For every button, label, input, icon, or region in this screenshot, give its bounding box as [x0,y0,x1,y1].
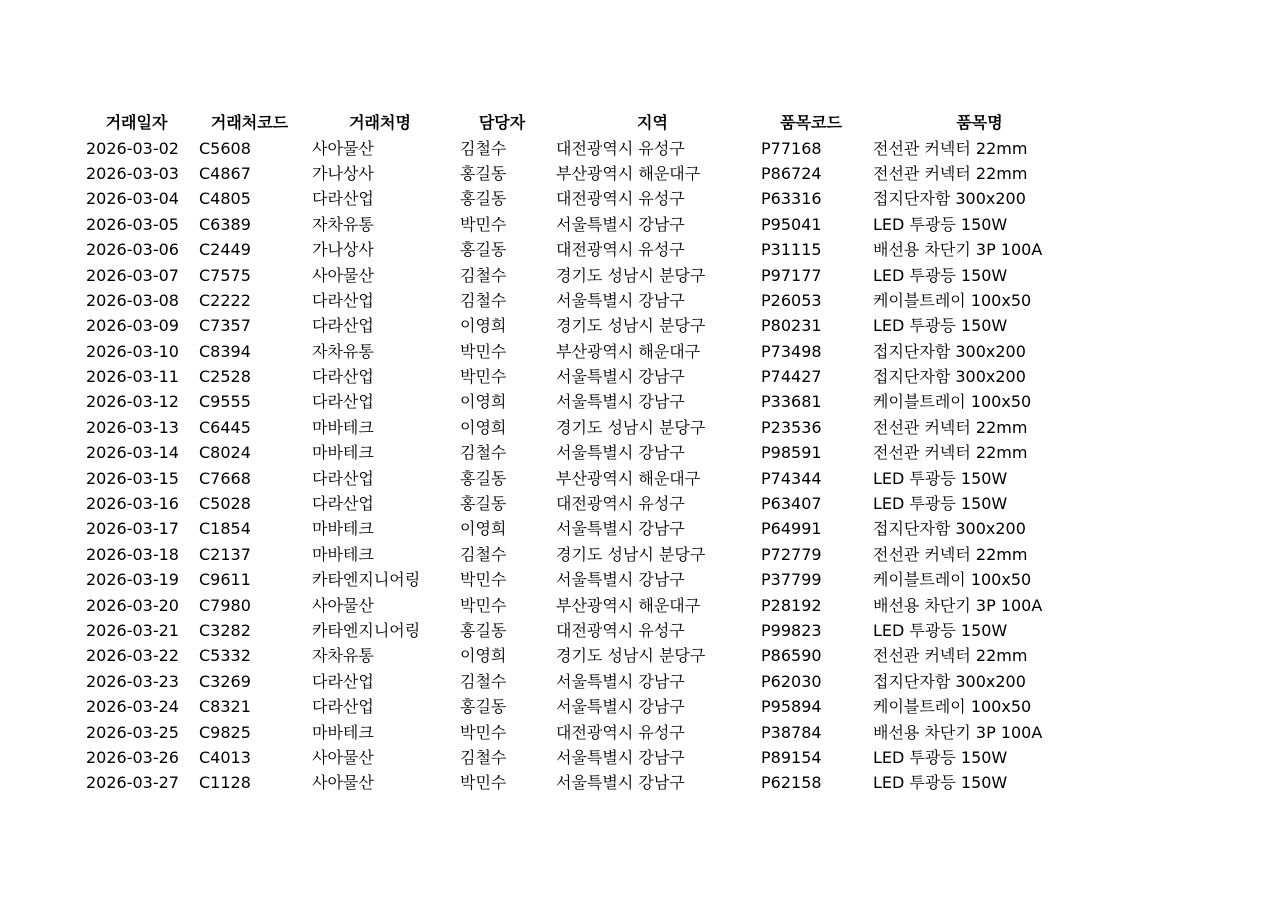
date-cell: 2026-03-05 [86,214,179,234]
date-cell: 2026-03-20 [86,595,179,615]
table-row [80,212,1092,237]
client-code-cell: C5332 [199,646,251,666]
table-row [80,770,1092,795]
manager-cell: 박민수 [460,570,507,590]
client-code-cell: C6445 [199,417,251,437]
item-code-cell: P64991 [761,519,822,539]
item-name-cell: 케이블트레이 100x50 [873,290,1032,310]
client-code-cell: C1128 [199,773,251,793]
table-row [80,669,1092,694]
region-cell: 경기도 성남시 분당구 [556,417,706,437]
manager-cell: 박민수 [460,214,507,234]
table-row [80,618,1092,643]
client-code-cell: C5028 [199,494,251,514]
region-cell: 서울특별시 강남구 [556,747,685,767]
item-code-cell: P74344 [761,468,822,488]
client-name-cell: 마바테크 [312,417,374,437]
client-code-cell: C3269 [199,671,251,691]
item-name-cell: LED 투광등 150W [873,265,1008,285]
table-row [80,643,1092,668]
item-name-cell: 전선관 커넥터 22mm [873,646,1028,666]
manager-cell: 이영희 [460,316,507,336]
item-name-cell: LED 투광등 150W [873,773,1008,793]
client-name-cell: 사아물산 [312,747,374,767]
item-code-cell: P37799 [761,570,822,590]
item-code-cell: P89154 [761,747,822,767]
region-header: 지역 [637,113,668,133]
date-cell: 2026-03-13 [86,417,179,437]
region-cell: 서울특별시 강남구 [556,443,685,463]
item-code-cell: P74427 [761,367,822,387]
date-cell: 2026-03-03 [86,163,179,183]
date-cell: 2026-03-07 [86,265,179,285]
date-header: 거래일자 [105,113,168,133]
client-name-cell: 가나상사 [312,163,374,183]
item-code-cell: P23536 [761,417,822,437]
client-name-cell: 카타엔지니어링 [312,570,421,590]
manager-cell: 홍길동 [460,494,507,514]
region-cell: 경기도 성남시 분당구 [556,544,706,564]
region-cell: 서울특별시 강남구 [556,697,685,717]
client-name-cell: 다라산업 [312,697,374,717]
region-cell: 부산광역시 해운대구 [556,341,701,361]
manager-cell: 홍길동 [460,621,507,640]
date-cell: 2026-03-24 [86,697,179,717]
client-name-cell: 자차유통 [312,341,374,361]
date-cell: 2026-03-17 [86,519,179,539]
item-name-cell: 전선관 커넥터 22mm [873,443,1028,463]
region-cell: 서울특별시 강남구 [556,367,685,387]
manager-header: 담당자 [478,113,526,133]
manager-cell: 홍길동 [460,189,507,209]
date-cell: 2026-03-26 [86,747,179,767]
region-cell: 부산광역시 해운대구 [556,595,701,615]
item-name-header: 품목명 [956,113,1003,133]
table-row [80,389,1092,414]
item-name-cell: LED 투광등 150W [873,494,1008,514]
client-name-cell: 자차유통 [312,214,374,234]
item-name-cell: 접지단자함 300x200 [873,519,1026,539]
date-cell: 2026-03-27 [86,773,179,793]
region-cell: 서울특별시 강남구 [556,671,685,691]
item-name-cell: 배선용 차단기 3P 100A [873,722,1043,742]
date-cell: 2026-03-02 [86,138,179,158]
item-code-cell: P95041 [761,214,822,234]
item-code-cell: P33681 [761,392,822,412]
item-code-cell: P99823 [761,621,822,640]
date-cell: 2026-03-18 [86,544,179,564]
item-name-cell: LED 투광등 150W [873,214,1008,234]
manager-cell: 김철수 [460,443,507,463]
table-row [80,440,1092,465]
region-cell: 부산광역시 해운대구 [556,163,701,183]
client-name-cell: 다라산업 [312,671,374,691]
client-code-cell: C7575 [199,265,251,285]
transaction-table [80,110,1092,796]
date-cell: 2026-03-10 [86,341,179,361]
table-row [80,364,1092,389]
manager-cell: 홍길동 [460,163,507,183]
client-name-cell: 사아물산 [312,138,374,158]
item-code-cell: P97177 [761,265,822,285]
manager-cell: 김철수 [460,138,507,158]
date-cell: 2026-03-12 [86,392,179,412]
client-code-cell: C7668 [199,468,251,488]
item-code-cell: P63407 [761,494,822,514]
client-name-cell: 다라산업 [312,468,374,488]
item-name-cell: LED 투광등 150W [873,621,1008,640]
date-cell: 2026-03-25 [86,722,179,742]
manager-cell: 박민수 [460,341,507,361]
client-name-cell: 다라산업 [312,494,374,514]
item-code-cell: P28192 [761,595,822,615]
region-cell: 대전광역시 유성구 [556,240,685,260]
manager-cell: 홍길동 [460,697,507,717]
manager-cell: 이영희 [460,392,507,412]
client-name-cell: 마바테크 [312,544,374,564]
region-cell: 경기도 성남시 분당구 [556,265,706,285]
table-row [80,262,1092,287]
manager-cell: 김철수 [460,265,507,285]
region-cell: 서울특별시 강남구 [556,519,685,539]
client-code-cell: C7357 [199,316,251,336]
region-cell: 대전광역시 유성구 [556,189,685,209]
item-code-header: 품목코드 [780,113,842,133]
client-name-cell: 다라산업 [312,290,374,310]
item-code-cell: P86724 [761,163,822,183]
client-name-cell: 가나상사 [312,240,374,260]
manager-cell: 김철수 [460,747,507,767]
client-code-cell: C5608 [199,138,251,158]
region-cell: 서울특별시 강남구 [556,392,685,412]
manager-cell: 이영희 [460,417,507,437]
item-code-cell: P62158 [761,773,822,793]
table-header [80,110,1092,135]
item-code-cell: P26053 [761,290,822,310]
manager-cell: 박민수 [460,773,507,793]
client-name-cell: 자차유통 [312,646,374,666]
region-cell: 경기도 성남시 분당구 [556,316,706,336]
table-body [80,135,1092,795]
table-row [80,491,1092,516]
item-name-cell: 전선관 커넥터 22mm [873,417,1028,437]
table-row [80,719,1092,744]
item-name-cell: 배선용 차단기 3P 100A [873,595,1043,615]
item-code-cell: P80231 [761,316,822,336]
item-name-cell: 케이블트레이 100x50 [873,697,1032,717]
item-name-cell: 전선관 커넥터 22mm [873,544,1028,564]
date-cell: 2026-03-19 [86,570,179,590]
client-name-cell: 사아물산 [312,595,374,615]
header-row [80,110,1092,135]
table-row [80,339,1092,364]
date-cell: 2026-03-22 [86,646,179,666]
table-row [80,745,1092,770]
item-code-cell: P86590 [761,646,822,666]
date-cell: 2026-03-06 [86,240,179,260]
client-code-cell: C4013 [199,747,251,767]
item-code-cell: P62030 [761,671,822,691]
region-cell: 대전광역시 유성구 [556,621,685,640]
manager-cell: 김철수 [460,290,507,310]
table-row [80,567,1092,592]
table-row [80,592,1092,617]
client-code-cell: C3282 [199,621,251,640]
client-code-cell: C2222 [199,290,251,310]
table-row [80,415,1092,440]
item-name-cell: 배선용 차단기 3P 100A [873,240,1043,260]
item-code-cell: P31115 [761,240,822,260]
table-row [80,542,1092,567]
client-name-cell: 마바테크 [312,443,374,463]
client-name-cell: 다라산업 [312,189,374,209]
client-name-cell: 사아물산 [312,265,374,285]
item-name-cell: 전선관 커넥터 22mm [873,138,1028,158]
manager-cell: 홍길동 [460,468,507,488]
item-code-cell: P77168 [761,138,822,158]
item-code-cell: P38784 [761,722,822,742]
client-name-cell: 다라산업 [312,392,374,412]
region-cell: 대전광역시 유성구 [556,494,685,514]
table-row [80,313,1092,338]
region-cell: 부산광역시 해운대구 [556,468,701,488]
region-cell: 서울특별시 강남구 [556,290,685,310]
date-cell: 2026-03-04 [86,189,179,209]
date-cell: 2026-03-08 [86,290,179,310]
date-cell: 2026-03-14 [86,443,179,463]
client-name-cell: 카타엔지니어링 [312,621,421,640]
manager-cell: 홍길동 [460,240,507,260]
table-row [80,288,1092,313]
item-name-cell: LED 투광등 150W [873,468,1008,488]
item-code-cell: P98591 [761,443,822,463]
region-cell: 대전광역시 유성구 [556,138,685,158]
client-code-cell: C9611 [199,570,251,590]
manager-cell: 김철수 [460,671,507,691]
manager-cell: 박민수 [460,367,507,387]
region-cell: 서울특별시 강남구 [556,214,685,234]
region-cell: 경기도 성남시 분당구 [556,646,706,666]
manager-cell: 이영희 [460,519,507,539]
client-code-cell: C2137 [199,544,251,564]
transaction-table-container [80,110,1092,796]
table-row [80,465,1092,490]
client-code-cell: C4805 [199,189,251,209]
client-name-cell: 사아물산 [312,773,374,793]
item-name-cell: LED 투광등 150W [873,316,1008,336]
client-code-cell: C8394 [199,341,251,361]
date-cell: 2026-03-15 [86,468,179,488]
client-code-cell: C2528 [199,367,251,387]
item-name-cell: 전선관 커넥터 22mm [873,163,1028,183]
table-row [80,237,1092,262]
item-name-cell: 케이블트레이 100x50 [873,392,1032,412]
manager-cell: 박민수 [460,722,507,742]
date-cell: 2026-03-23 [86,671,179,691]
client-code-cell: C9555 [199,392,251,412]
item-name-cell: 접지단자함 300x200 [873,341,1026,361]
item-code-cell: P63316 [761,189,822,209]
client-code-cell: C2449 [199,240,251,260]
client-code-cell: C9825 [199,722,251,742]
item-name-cell: 접지단자함 300x200 [873,367,1026,387]
client-code-cell: C1854 [199,519,251,539]
item-code-cell: P73498 [761,341,822,361]
table-row [80,186,1092,211]
table-row [80,694,1092,719]
manager-cell: 이영희 [460,646,507,666]
client-name-cell: 다라산업 [312,316,374,336]
region-cell: 서울특별시 강남구 [556,570,685,590]
table-row [80,135,1092,160]
client-code-header: 거래처코드 [210,113,289,133]
date-cell: 2026-03-16 [86,494,179,514]
region-cell: 대전광역시 유성구 [556,722,685,742]
client-name-cell: 다라산업 [312,367,374,387]
item-name-cell: 접지단자함 300x200 [873,189,1026,209]
client-name-cell: 마바테크 [312,722,374,742]
region-cell: 서울특별시 강남구 [556,773,685,793]
client-code-cell: C8024 [199,443,251,463]
client-name-header: 거래처명 [349,113,411,133]
client-name-cell: 마바테크 [312,519,374,539]
item-name-cell: 접지단자함 300x200 [873,671,1026,691]
table-row [80,516,1092,541]
table-row [80,161,1092,186]
client-code-cell: C6389 [199,214,251,234]
item-code-cell: P72779 [761,544,822,564]
manager-cell: 박민수 [460,595,507,615]
date-cell: 2026-03-21 [86,621,179,640]
item-name-cell: 케이블트레이 100x50 [873,570,1032,590]
client-code-cell: C7980 [199,595,251,615]
date-cell: 2026-03-11 [86,367,179,387]
manager-cell: 김철수 [460,544,507,564]
date-cell: 2026-03-09 [86,316,179,336]
client-code-cell: C4867 [199,163,251,183]
item-name-cell: LED 투광등 150W [873,747,1008,767]
client-code-cell: C8321 [199,697,251,717]
item-code-cell: P95894 [761,697,822,717]
